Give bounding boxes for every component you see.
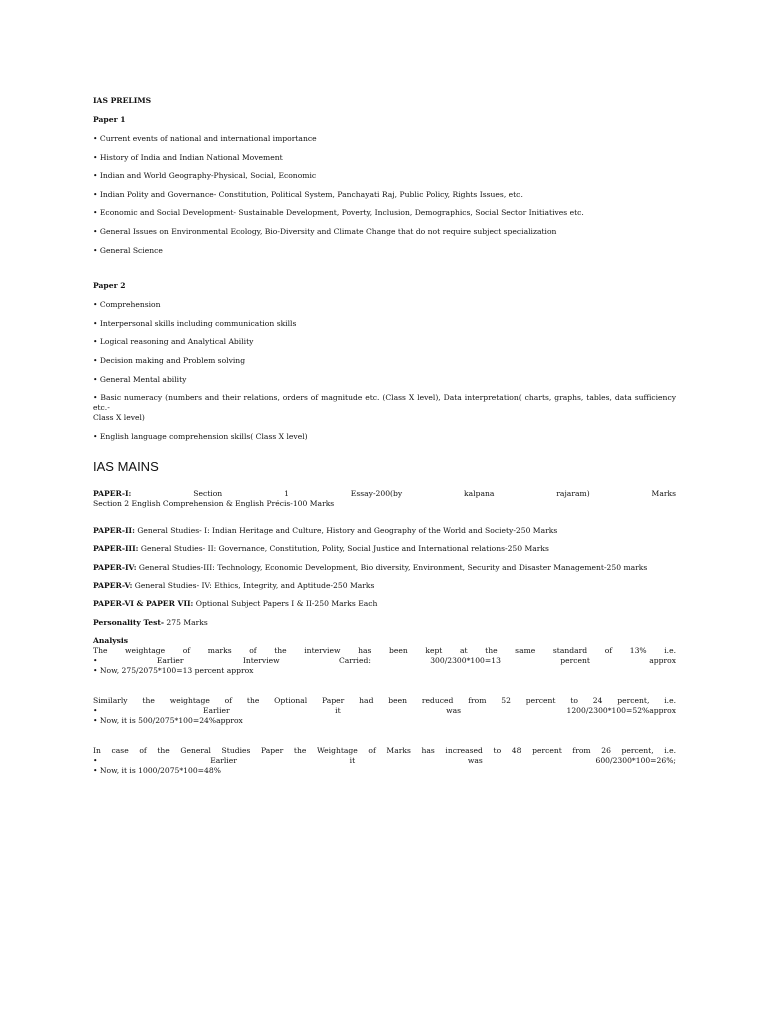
prelims-title: IAS PRELIMS: [93, 96, 152, 105]
analysis-heading: Analysis: [93, 636, 129, 646]
analysis-block-general-studies: [93, 746, 676, 776]
list-item: • Economic and Social Development- Sustainable Development, Poverty, Inclusion, Demographics, Social Sector Initiatives etc.: [93, 208, 584, 218]
analysis-line: • Now, it is 1000/2075*100=48%: [93, 766, 221, 776]
paper-text: General Studies- IV: Ethics, Integrity, and Aptitude-250 Marks: [132, 580, 375, 590]
list-item-numeracy: [93, 393, 676, 423]
personality-test: [93, 618, 676, 628]
analysis-block-optional: [93, 696, 676, 726]
mains-paper-4: [93, 563, 676, 573]
list-item: • Comprehension: [93, 300, 161, 310]
document-page: [93, 96, 676, 796]
paper-text: General Studies- II: Governance, Constitution, Polity, Social Justice and International relations-250 Marks: [138, 544, 549, 554]
list-item: • Decision making and Problem solving: [93, 355, 246, 365]
list-item: • Indian Polity and Governance- Constitution, Political System, Panchayati Raj, Public Policy, Rights Issues, etc.: [93, 189, 523, 199]
list-item: • Current events of national and international importance: [93, 134, 317, 143]
list-item: • General Mental ability: [93, 374, 187, 384]
list-item: • General Science: [93, 245, 163, 255]
mains-paper1: [93, 489, 676, 509]
list-item: • General Issues on Environmental Ecology, Bio-Diversity and Climate Change that do not require subject specialization: [93, 226, 557, 236]
prelims-paper1-heading: Paper 1: [93, 115, 126, 124]
analysis-line: Similarly the weightage of the Optional Paper had been reduced from 52 percent to 24 percent, i.e.: [93, 696, 676, 706]
analysis-line: • Earlier Interview Carried: 300/2300*100=13 percent approx: [93, 656, 676, 666]
numeracy-line-2: Class X level): [93, 413, 145, 423]
list-item: • Indian and World Geography-Physical, Social, Economic: [93, 171, 317, 181]
list-item: • History of India and Indian National Movement: [93, 152, 283, 162]
mains-title: IAS MAINS: [93, 458, 159, 474]
analysis-line: The weightage of marks of the interview has been kept at the same standard of 13% i.e.: [93, 646, 676, 656]
analysis-line: In case of the General Studies Paper the Weightage of Marks has increased to 48 percent from 26 percent, i.e.: [93, 746, 676, 756]
paper-text: Section 1 Essay-200(by kalpana rajaram) Marks: [193, 488, 676, 498]
paper-label: PAPER-IV:: [93, 562, 137, 572]
mains-paper1-line2: Section 2 English Comprehension & English Précis-100 Marks: [93, 498, 335, 508]
paper-label: PAPER-VI & PAPER VII:: [93, 599, 194, 609]
numeracy-line-1: • Basic numeracy (numbers and their relations, orders of magnitude etc. (Class X level), Data interpretation( charts, graphs, tables, data sufficiency etc.-: [93, 393, 676, 413]
analysis-line: • Now, it is 500/2075*100=24%approx: [93, 716, 243, 726]
prelims-paper2-heading: Paper 2: [93, 281, 126, 291]
paper-text: General Studies- I: Indian Heritage and Culture, History and Geography of the World and Society-250 Marks: [134, 525, 558, 535]
list-item: • English language comprehension skills( Class X level): [93, 431, 308, 441]
paper-label: PAPER-I:: [93, 488, 132, 498]
personality-label: Personality Test-: [93, 617, 164, 627]
analysis-block-interview: [93, 646, 676, 676]
mains-paper-2: [93, 526, 676, 536]
paper-text: Optional Subject Papers I & II-250 Marks Each: [193, 599, 378, 609]
mains-paper-5: [93, 581, 676, 591]
analysis-line: • Now, 275/2075*100=13 percent approx: [93, 666, 254, 676]
analysis-line: • Earlier it was 1200/2300*100=52%approx: [93, 706, 676, 716]
list-item: • Logical reasoning and Analytical Ability: [93, 337, 254, 347]
list-item: • Interpersonal skills including communication skills: [93, 318, 297, 328]
mains-paper-6-7: [93, 599, 676, 609]
mains-paper1-line1: [93, 489, 676, 499]
paper-text: General Studies-III: Technology, Economic Development, Bio diversity, Environment, Security and Disaster Management-250 marks: [136, 562, 648, 572]
spacer: [93, 264, 676, 281]
mains-paper-3: [93, 544, 676, 554]
paper-label: PAPER-III:: [93, 544, 139, 554]
personality-text: 275 Marks: [164, 617, 208, 627]
analysis-line: • Earlier it was 600/2300*100=26%;: [93, 756, 676, 766]
paper-label: PAPER-II:: [93, 525, 135, 535]
paper-label: PAPER-V:: [93, 580, 133, 590]
